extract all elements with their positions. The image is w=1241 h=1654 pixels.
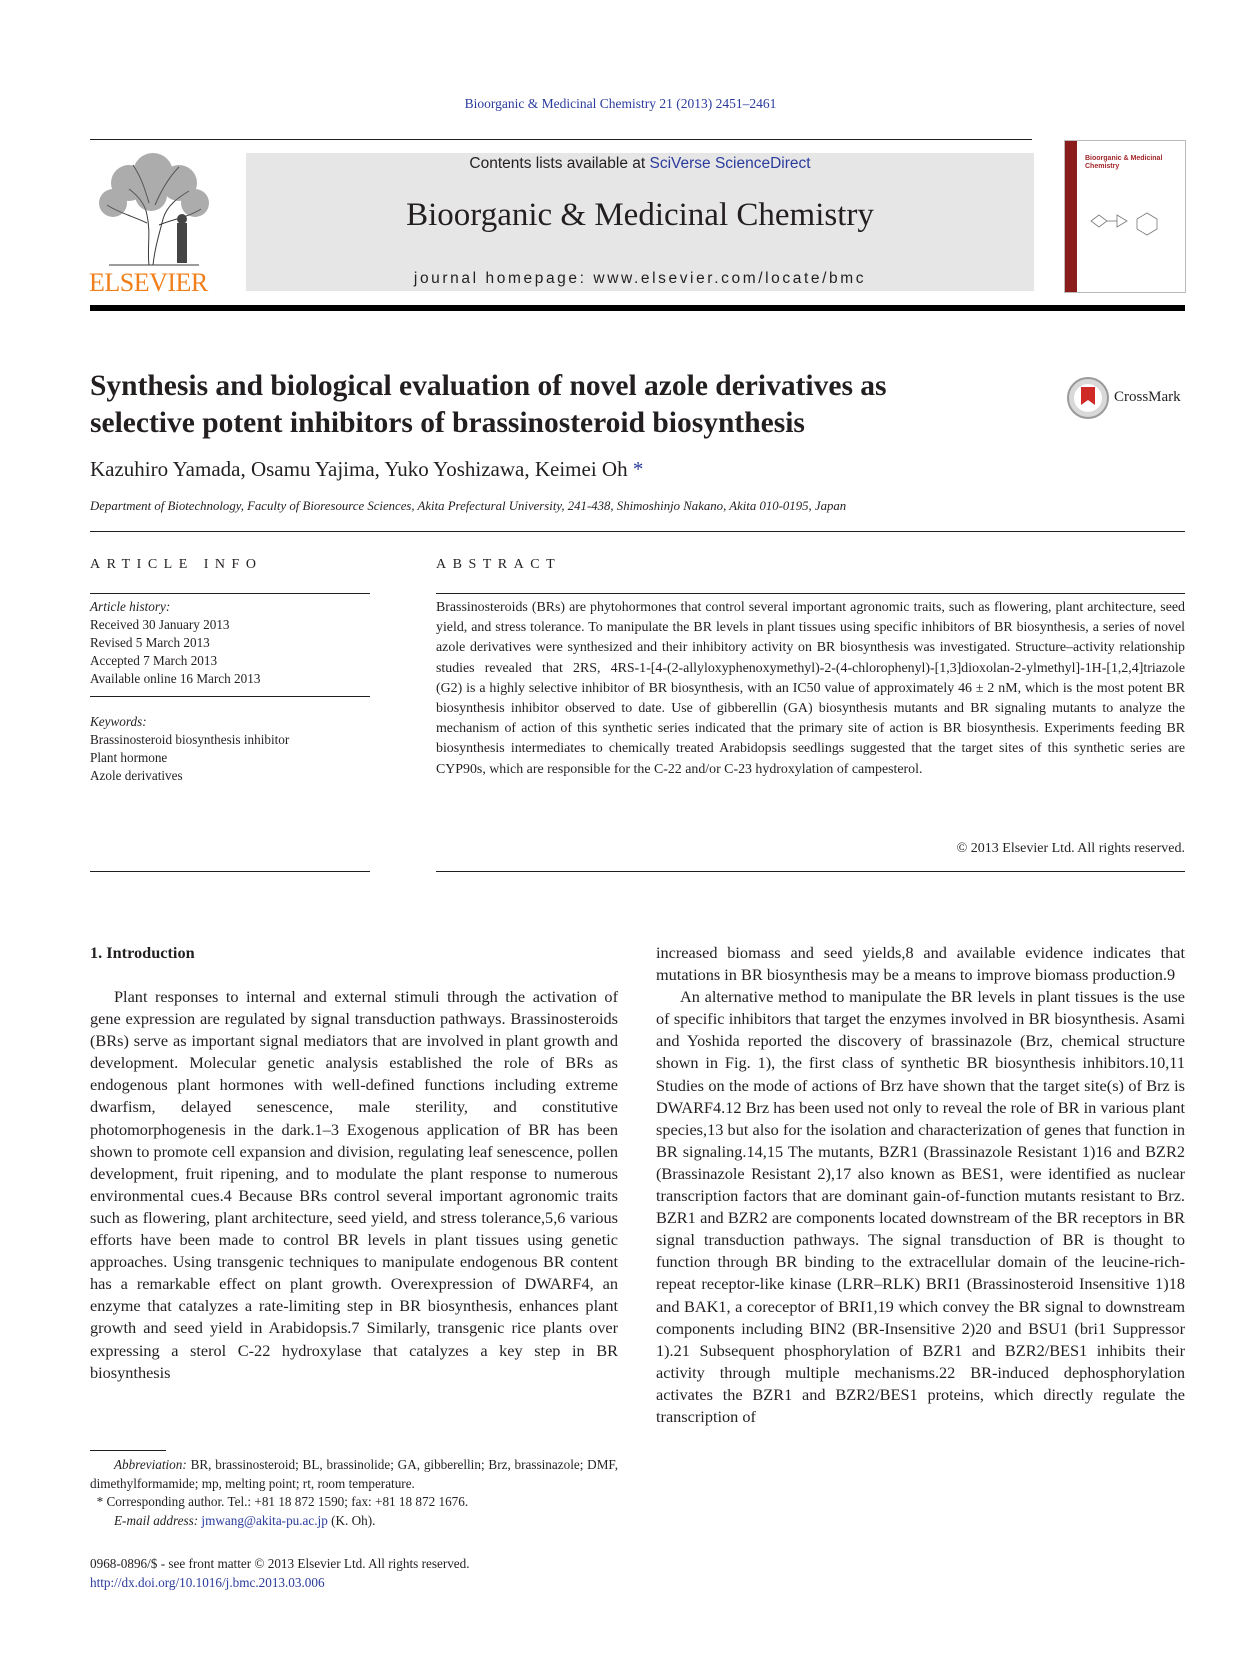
corresponding-text: Corresponding author. Tel.: +81 18 872 1590; fax: +81 18 872 1676. (106, 1494, 469, 1510)
authors: Kazuhiro Yamada, Osamu Yajima, Yuko Yoshizawa, Keimei Oh (90, 457, 628, 481)
article-info-rule (90, 593, 370, 594)
affiliation-rule (90, 531, 1185, 532)
crossmark-icon (1066, 376, 1110, 420)
contents-line (246, 155, 1034, 173)
intro-paragraph-2: increased biomass and seed yields,8 and available evidence indicates that mutations in BR biosynthesis may be a means to improve biomass production.9 (656, 943, 1185, 985)
section-heading-introduction: 1. Introduction (90, 943, 195, 962)
abstract-heading: ABSTRACT (436, 557, 562, 572)
intro-paragraph-1: Plant responses to internal and external stimuli through the activation of gene expression are regulated by signal transduction pathways. Brassinosteroids (BRs) serve as important signal mediators that are involved in plant growth and development. Molecular genetic analysis established the role of BRs as endogenous plant hormones with well-defined functions including extreme dwarfism, delayed senescence, male sterility, and constitutive photomorphogenesis in the dark.1–3 Exogenous application of BR has been shown to promote cell expansion and division, regulating leaf senescence, pollen development, fruit ripening, and to modulate the plant response to numerous environmental cues.4 Because BRs control several important agronomic traits such as flowering, plant architecture, seed yield, and stress tolerance,5,6 various efforts have been made to control BR levels in plant tissues using genetic approaches. Using transgenic techniques to manipulate endogenous BR content has a remarkable effect on plant growth. Overexpression of DWARF4, an enzyme that catalyzes a rate-limiting step in BR biosynthesis, enhances plant growth and seed yield in Arabidopsis.7 Similarly, transgenic rice plants over expressing a sterol C-22 hydroxylase that catalyzes a key step in BR biosynthesis (90, 987, 618, 1382)
corresponding-note (90, 1493, 618, 1512)
history-label: Article history: (90, 599, 171, 614)
elsevier-wordmark: ELSEVIER (89, 268, 208, 297)
keyword: Azole derivatives (90, 768, 183, 783)
journal-reference[interactable]: Bioorganic & Medicinal Chemistry 21 (2013) 2451–2461 (464, 96, 777, 111)
front-matter (90, 1555, 470, 1592)
intro-column-2 (656, 942, 1185, 1428)
accepted-date: Accepted 7 March 2013 (90, 653, 218, 668)
corresponding-star: * (96, 1494, 104, 1510)
crossmark-label: CrossMark (1114, 389, 1181, 405)
article-info-heading: ARTICLE INFO (90, 557, 263, 572)
journal-banner (246, 153, 1034, 291)
corresponding-mark[interactable]: * (632, 457, 644, 481)
email-suffix: (K. Oh). (331, 1512, 376, 1528)
contents-prefix: Contents lists available at (469, 155, 650, 172)
article-info-bottom-rule (90, 871, 370, 872)
keywords-label: Keywords: (90, 714, 147, 729)
title-line-1: Synthesis and biological evaluation of novel azole derivatives as (90, 370, 887, 402)
email-label: E-mail address: (114, 1512, 199, 1528)
journal-homepage[interactable]: journal homepage: www.elsevier.com/locate/bmc (413, 270, 867, 287)
keywords-block (90, 713, 380, 785)
intro-paragraph-3: An alternative method to manipulate the BR levels in plant tissues is the use of specific inhibitors that target the enzymes involved in BR biosynthesis. Asami and Yoshida reported the discovery of brassinazole (Brz, chemical structure shown in Fig. 1), the first class of synthetic BR biosynthesis inhibitors.10,11 Studies on the mode of actions of Brz have shown that the target site(s) of Brz is DWARF4.12 Brz has been used not only to reveal the role of BR in various plant species,13 but also for the isolation and characterization of genes that function in BR signaling.14,15 The mutants, BZR1 (Brassinazole Resistant 1)16 and BZR2 (Brassinazole Resistant 2),17 also known as BES1, were identified as nuclear transcription factors that are dominant gain-of-function mutants resistant to Brz. BZR1 and BZR2 are components located downstream of the BR receptors in BR signal transduction pathways. The signal transduction of BR is thought to function through BR binding to the extracellular domain of the leucine-rich-repeat receptor-like kinase (LRR–RLK) BRI1 (Brassinosteroid Insensitive 1)18 and BAK1, a coreceptor of BRI1,19 which convey the BR signal to downstream components including BIN2 (BR-Insensitive 2)20 and BSU1 (bri1 Suppressor 1).21 Subsequent phosphorylation of BZR1 and BZR2/BES1 inhibits their activity through multiple mechanisms.22 BR-induced dephosphorylation activates the BZR1 and BZR2/BES1 proteins, which directly regulate the transcription of (656, 987, 1185, 1426)
abstract-text: Brassinosteroids (BRs) are phytohormones that control several important agronomic traits, such as flowering, plant architecture, seed yield, and stress tolerance. To manipulate the BR levels in plant tissues using specific inhibitors of BR biosynthesis, a series of novel azole derivatives were synthesized and their inhibitory activity on BR biosynthesis was investigated. Structure–activity relationship studies revealed that 2RS, 4RS-1-[4-(2-allyloxyphenoxymethyl)-2-(4-chlorophenyl)-[1,3]dioxolan-2-ylmethyl]-1H-[1,2,4]triazole (G2) is a highly selective inhibitor of BR biosynthesis, with an IC50 value of approximately 46 ± 2 nM, which is the most potent BR biosynthesis inhibitor observed to date. Use of gibberellin (GA) biosynthesis mutants and BR signaling mutants to analyze the mechanism of action of this synthetic series indicated that the primary site of action is BR biosynthesis. Experiments feeding BR biosynthesis intermediates to chemically treated Arabidopsis seedlings suggested that the target sites of this synthetic series are CYP90s, which are responsible for the C-22 and/or C-23 hydroxylation of campesterol. (436, 600, 1185, 777)
footnotes (90, 1456, 618, 1530)
online-date: Available online 16 March 2013 (90, 671, 261, 686)
journal-title: Bioorganic & Medicinal Chemistry (406, 197, 874, 233)
crossmark-badge[interactable] (1066, 376, 1186, 420)
header-thick-rule (90, 305, 1185, 311)
abstract-copyright: © 2013 Elsevier Ltd. All rights reserved. (956, 841, 1185, 856)
abbreviation-text: BR, brassinosteroid; BL, brassinolide; GA, gibberellin; Brz, brassinazole; DMF, dimethylformamide; mp, melting point; rt, room temperature. (90, 1457, 618, 1491)
received-date: Received 30 January 2013 (90, 617, 230, 632)
email-note (90, 1512, 618, 1531)
history-rule (90, 696, 370, 697)
keyword: Brassinosteroid biosynthesis inhibitor (90, 732, 290, 747)
title-line-2: selective potent inhibitors of brassinosteroid biosynthesis (90, 407, 805, 439)
abbreviation-label: Abbreviation: (114, 1457, 187, 1472)
header-rule (90, 139, 1032, 140)
affiliation: Department of Biotechnology, Faculty of Bioresource Sciences, Akita Prefectural University, 241-438, Shimoshinjo Nakano, Akita 010-0195, Japan (90, 499, 847, 513)
doi-link[interactable]: http://dx.doi.org/10.1016/j.bmc.2013.03.006 (90, 1574, 325, 1590)
author-list (90, 457, 643, 482)
email-link[interactable]: jmwang@akita-pu.ac.jp (201, 1512, 328, 1528)
footnote-rule (90, 1450, 166, 1451)
cover-title: Bioorganic & Medicinal Chemistry (1085, 155, 1163, 170)
abstract-bottom-rule (436, 871, 1185, 872)
article-history (90, 598, 380, 688)
keyword: Plant hormone (90, 750, 168, 765)
sciencedirect-link[interactable]: SciVerse ScienceDirect (649, 155, 811, 172)
journal-cover-thumbnail[interactable] (1064, 140, 1186, 293)
issn-line: 0968-0896/$ - see front matter © 2013 Elsevier Ltd. All rights reserved. (90, 1556, 470, 1571)
abbreviations-note (90, 1456, 618, 1493)
revised-date: Revised 5 March 2013 (90, 635, 210, 650)
article-title (90, 368, 1010, 442)
intro-column-1 (90, 986, 618, 1384)
abstract-rule (436, 593, 1185, 594)
